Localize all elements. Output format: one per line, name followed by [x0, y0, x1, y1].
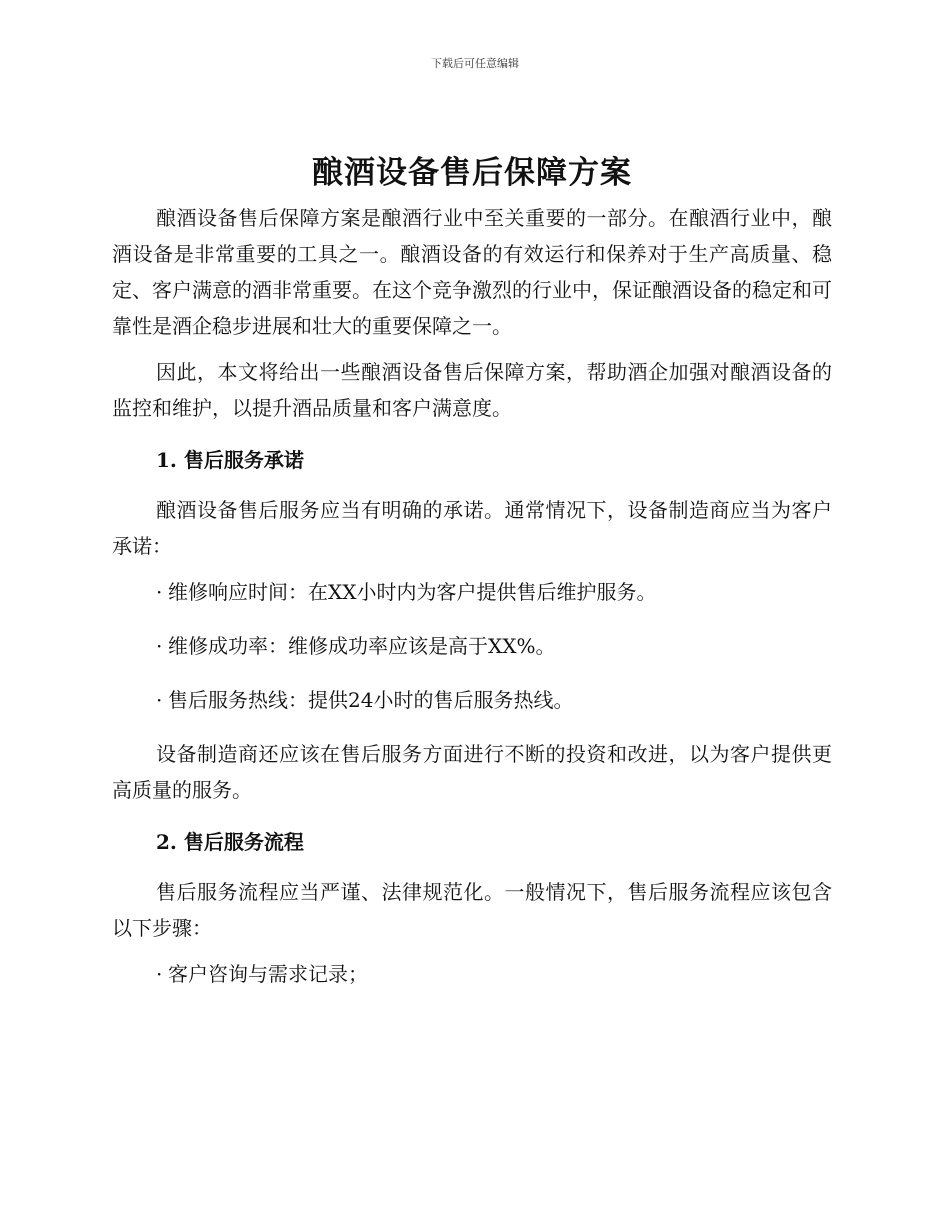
list-item-text: 售后服务热线：提供24小时的售后服务热线。 — [168, 688, 574, 712]
document-title: 酿酒设备售后保障方案 — [312, 155, 632, 191]
section-1-paragraph-2: 设备制造商还应该在售后服务方面进行不断的投资和改进，以为客户提供更高质量的服务。 — [112, 742, 832, 802]
bullet-icon: · — [156, 962, 163, 986]
bullet-icon: · — [156, 634, 163, 658]
intro-paragraph-1: 酿酒设备售后保障方案是酿酒行业中至关重要的一部分。在酿酒行业中，酿酒设备是非常重要的工具之一。酿酒设备的有效运行和保养对于生产高质量、稳定、客户满意的酒非常重要。在这个竞争激烈的行业中，保证酿酒设备的稳定和可靠性是酒企稳步进展和壮大的重要保障之一。 — [112, 206, 832, 338]
list-item-text: 维修响应时间：在XX小时内为客户提供售后维护服务。 — [168, 580, 657, 604]
bullet-icon: · — [156, 580, 163, 604]
list-item-text: 维修成功率：维修成功率应该是高于XX%。 — [168, 634, 556, 658]
list-item — [112, 628, 832, 664]
section-heading-1: 1. 售后服务承诺 — [156, 448, 304, 472]
list-item — [112, 682, 832, 718]
section-2-paragraph-1: 售后服务流程应当严谨、法律规范化。一般情况下，售后服务流程应该包含以下步骤： — [112, 880, 832, 940]
list-item — [112, 574, 832, 610]
page-header-note: 下载后可任意编辑 — [431, 57, 519, 70]
intro-paragraph-2: 因此，本文将给出一些酿酒设备售后保障方案，帮助酒企加强对酿酒设备的监控和维护，以提升酒品质量和客户满意度。 — [112, 360, 832, 420]
list-item — [112, 956, 832, 992]
section-1-paragraph-1: 酿酒设备售后服务应当有明确的承诺。通常情况下，设备制造商应当为客户承诺： — [112, 498, 832, 558]
list-item-text: 客户咨询与需求记录； — [168, 962, 368, 986]
document-body — [112, 148, 832, 1010]
section-heading-2: 2. 售后服务流程 — [156, 830, 304, 854]
bullet-icon: · — [156, 688, 163, 712]
